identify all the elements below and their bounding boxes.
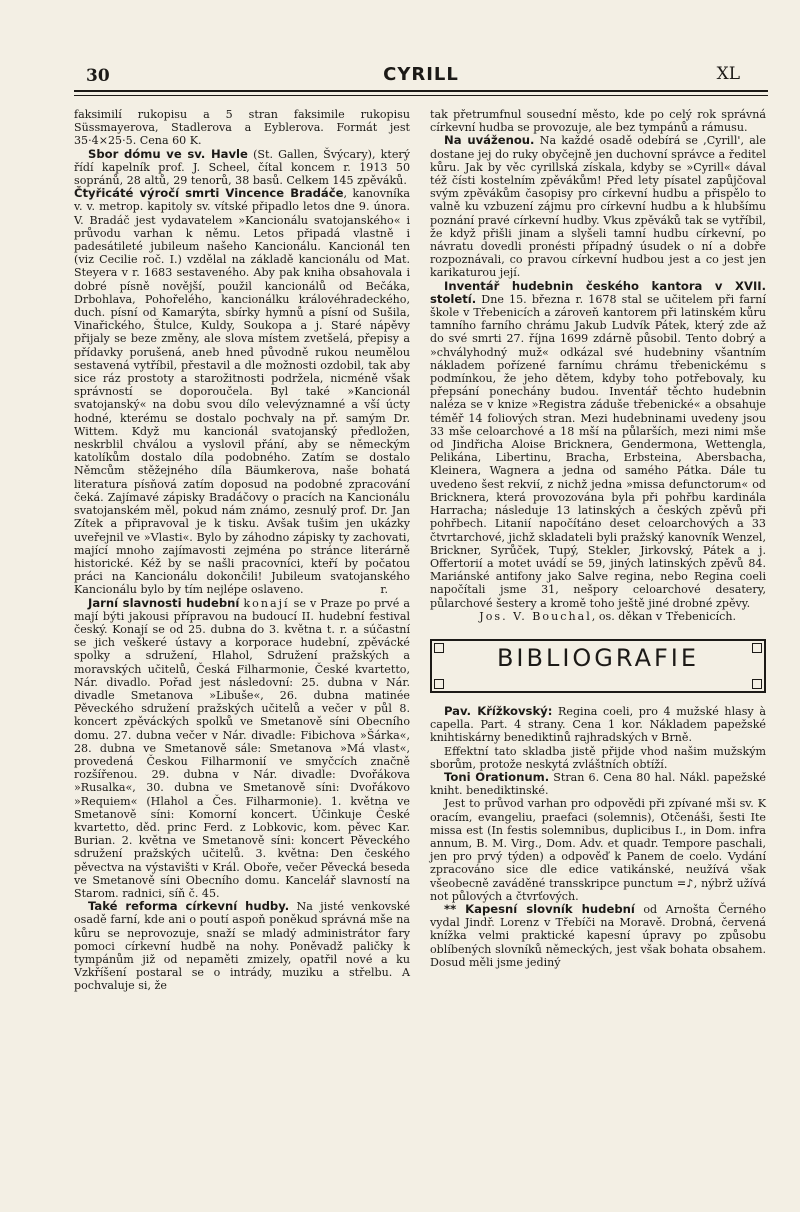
- bib-entry: ** Kapesní slovník hudební od Arnošta Černého vydal Jindř. Lorenz v Třebíči na Moravě. Drobná, červená knížka velmi praktické kapesní úpravy po způsobu oblíbených slovníků německých, jest však bohata obsahem. Dosud měli jsme jediný: [430, 901, 766, 969]
- author-initial: r.: [380, 583, 388, 597]
- bibliography-banner: [430, 639, 766, 693]
- bib-heading: Pav. Křížkovský:: [444, 703, 553, 718]
- volume-number: XL: [716, 64, 740, 84]
- article-inventar: Inventář hudebnin českého kantora v XVII. století. Dne 15. března r. 1678 stal se učitelem při farní škole v Třebenicích a zároveň kantorem při latinském kůru tamního farního chrámu Jakub Ludvík Pátek, který zde až do své smrti 27. října 1699 zdárně působil. Tento dobrý a »chvályhodný muž« odkázal své hudebniny všantním nákladem pořízené farnímu chrámu třebenickému s podmínkou, že jeho dětem, kdyby toho potřebovaly, ku přepsání ponechány budou. Inventář těchto hudebnin naléza se v knize »Registra záduše třebenické« a obsahuje téměř 14 foliových stran. Mezi hudebninami uvedeny jsou 33 mše celoarchové a 18 mší na půlarších, mezi nimi mše od Jindřicha Aloise Bricknera, Gendermona, Wettengla, Pelikána, Libertinu, Bracha, Erbsteina, Abersbacha, Kleinera, Wagnera a jedna od samého Pátka. Dále tu uvedeno šest rekvií, z nichž jedna »missa defunctorum« od Bricknera, která provozována byla při pohřbu kardinála Harracha; následuje 13 latinských a českých zpěvů při pohřbech. Litanií napočítáno deset celoarchových a 33 čtvrtarchové, jichž skladateli byli pražský kanovník Wenzel, Brickner, Syrůček, Tupý, Stekler, Jirkovský, Pátek a j. Offertorií a motet uvádí se 59, jiných latinských zpěvů 84. Mariánské antifony jako Salve regina, nebo Regina coeli napočítali jsme 31, nešpory celoarchové desatery, půlarchové šestery a kromě toho ještě jiné drobné zpěvy.: [430, 278, 766, 610]
- signature: Jos. V. Bouchal, os. děkan v Třebenicích.: [479, 609, 736, 623]
- bib-entry: Pav. Křížkovský: Regina coeli, pro 4 mužské hlasy à capella. Part. 4 strany. Cena 1 kor. Nákladem papežské knihtiskárny benediktinů rajhradských v Brně.: [430, 703, 766, 745]
- bib-heading: ** Kapesní slovník hudební: [444, 901, 635, 916]
- article-heading: Jarní slavnosti hudební: [88, 595, 240, 610]
- article-sbor-domu: Sbor dómu ve sv. Havle (St. Gallen, Švýcary), který řídí kapelník prof. J. Scheel, čítal koncem r. 1913 50 sopránů, 28 altů, 29 tenorů, 38 basů. Celkem 145 zpěváků.: [74, 146, 410, 188]
- bib-review: Jest to průvod varhan pro odpovědi při zpívané mši sv. K oracím, evangeliu, praefaci (solemnis), Otčenáši, šesti Ite missa est (In festis solemnibus, duplicibus I., in Dom. infra annum, B. M. Virg., Dom. Adv. et quadr. Tempore paschali, jen pro prvý týden) a odpověď k Panem de coelo. Vydání zpracováno sice dle edice vatikánské, neužívá však všeobecně zaváděné transskripce punctum =♪, nýbrž užívá not půlových a čtvrťových.: [430, 797, 766, 903]
- article-na-uvazenou: Na uváženou. Na každé osadě odebírá se ,Cyrill', ale dostane jej do ruky obyčejně jen duchovní správce a ředitel kůru. Jak by věc cyrillská získala, kdyby se »Cyrill« dával též čísti kostelním zpěvákům! Před lety písatel zapůjčoval svým zpěvákům časopisy pro církevní hudbu a přispělo to valně ku vzbuzení zájmu pro církevní hudbu a k hlubšímu poznání pravé církevní hudby. Vkus zpěváků tak se vytříbil, že když přišli jinam a slyšeli tamní hudbu církevní, po návratu dovedli pronésti případný úsudek o ní a dobře rozpoznávali, co pravou církevní hudbou jest a co jest jen karikaturou její.: [430, 133, 766, 280]
- paragraph: tak přetrumfnul sousední město, kde po celý rok správná církevní hudba se provozuje, ale bez tympánů a rámusu.: [430, 108, 766, 135]
- page-number: 30: [86, 66, 110, 86]
- header-rule: [74, 95, 768, 96]
- article-heading: Sbor dómu ve sv. Havle: [88, 146, 248, 161]
- running-header: [74, 62, 768, 92]
- article-bradac: Čtyřicáté výročí smrti Vincence Bradáče, kanovníka v. v. metrop. kapitoly sv. vítské připadlo letos dne 9. února. V. Bradáč jest vydavatelem »Kancionálu svatojanského« i průvodu varhan k němu. Letos připadá vlastně i padesátileté jubileum našeho Kancionálu. Kancionál ten (viz Cecilie roč. I.) vzdělal na základě kancionálu od Mat. Steyera v r. 1683 sestaveného. Aby pak kniha obsahovala i dobré písně novější, použil kancionálů od Bečáka, Drbohlava, Pohořelého, kancionálku královéhradeckého, duch. písní od Kamarýta, sbírky hymnů a písní od Sušila, Vinařického, Štulce, Kuldy, Soukopa a j. Staré nápěvy přijaly se beze změny, ale slova místem zvetšelá, přepisy a přídavky porušená, aneb hned původně rukou neumělou sestavená vytříbil, přestavil a dle možnosti ozdobil, tak aby sice ráz prostoty a starožitnosti podržela, nicméně však správností se doporoučela. Byl také »Kancionál svatojanský« na dobu svou dílo velevýznamné a vší úcty hodné, kterému se dostalo pochvaly na př. samým Dr. Wittem. Když mu kancionál svatojanský předložen, neskrblil chválou a vyslovil přání, aby se německým katolíkům dostalo díla podobného. Zatím se dostalo Němcům stěžejného díla Bäumkerova, naše bohatá literatura písňová zatím doposud na podobné zpracování čeká. Zajímavé zápisky Bradáčovy o pracích na Kancionálu svatojanském měl, pokud nám známo, zesnulý prof. Dr. Jan Zítek a připravoval je k tisku. Avšak tušim jen ukázky uveřejnil ve »Vlasti«. Bylo by záhodno zápisky ty zachovati, mající mnoho zajímavosti zejména po stránce literárně historické. Kéž by se našli pracovníci, kteří by počatou práci na Kancionálu dokončili! Jubileum svatojanského Kancionálu bylo by tím nejlépe oslaveno. r.: [74, 186, 410, 597]
- article-heading: Čtyřicáté výročí smrti Vincence Bradáče: [74, 186, 344, 201]
- article-jarni-slavnosti: Jarní slavnosti hudební konají se v Praze po prvé a mají býti jakousi přípravou na budoucí II. hudební festival český. Konají se od 25. dubna do 3. května t. r. a súčastní se jich veškeré ústavy a korporace hudební, zpěvácké spolky a sdružení, Hlahol, Sdružení pražských a moravských učitelů, Česká Filharmonie, České kvartetto, Nár. divadlo. Pořad jest následovní: 25. dubna v Nár. divadle Smetanova »Libuše«, 26. dubna matinée Pěveckého sdružení pražských učitelů a večer v půl 8. koncert zpěváckých spolků ve Smetanově síni Obecního domu. 27. dubna večer v Nár. divadle: Fibichova »Šárka«, 28. dubna ve Smetanově sále: Smetanova »Má vlast«, provedená Českou Filharmonií ve smyčcích značně rozšířenou. 29. dubna v Nár. divadle: Dvořákova »Rusalka«, 30. dubna ve Smetanově síni: Dvořákovo »Requiem« (Hlahol a Čes. Filharmonie). 1. května ve Smetanově síni: Komorní koncert. Účinkuje České kvartetto, děd. princ Ferd. z Lobkovic, kom. pěvec Kar. Burian. 2. května ve Smetanově síni: koncert Pěveckého sdružení pražských učitelů. 3. května: Den českého pěvectva na výstavišti v Král. Oboře, večer Pěvecká beseda ve Smetanově síni Obecního domu. Kancelář slavností na Starom. radnici, síň č. 45.: [74, 595, 411, 900]
- bib-heading: Toni Orationum.: [444, 769, 550, 784]
- punctum-note-symbol: =♪: [676, 876, 694, 890]
- article-reforma: Také reforma církevní hudby. Na jisté venkovské osadě farní, kde ani o poutí aspoň poněkud správná mše na kůru se neprovozuje, snaží se mladý administrátor fary pomoci církevní hudbě na nohy. Poněvadž paličky k tympánům již od nepaměti zmizely, opatřil nové a ku Vzkříšení postaral se o intrády, muziku a střelbu. A pochvaluje si, že: [74, 899, 411, 993]
- paragraph: faksimilí rukopisu a 5 stran faksimile rukopisu Süssmayerova, Stadlerova a Eyblerova. Formát jest 35·4×25·5. Cena 60 K.: [74, 108, 410, 148]
- article-heading: Inventář hudebnin českého kantora v XVII. století.: [430, 278, 766, 306]
- right-column: [430, 108, 766, 993]
- bib-entry: Toni Orationum. Stran 6. Cena 80 hal. Nákl. papežské kniht. benediktinské.: [430, 769, 767, 798]
- article-heading: Na uváženou.: [444, 133, 535, 148]
- section-title: BIBLIOGRAFIE: [496, 643, 700, 672]
- corner-ornament: [752, 679, 762, 689]
- article-heading: Také reforma církevní hudby.: [88, 899, 290, 914]
- left-column: [74, 108, 410, 993]
- journal-title: CYRILL: [383, 64, 459, 85]
- bib-review: Effektní tato skladba jistě přijde vhod našim mužským sborům, protože neskytá zvláštních obtíží.: [430, 744, 766, 771]
- corner-ornament: [434, 679, 444, 689]
